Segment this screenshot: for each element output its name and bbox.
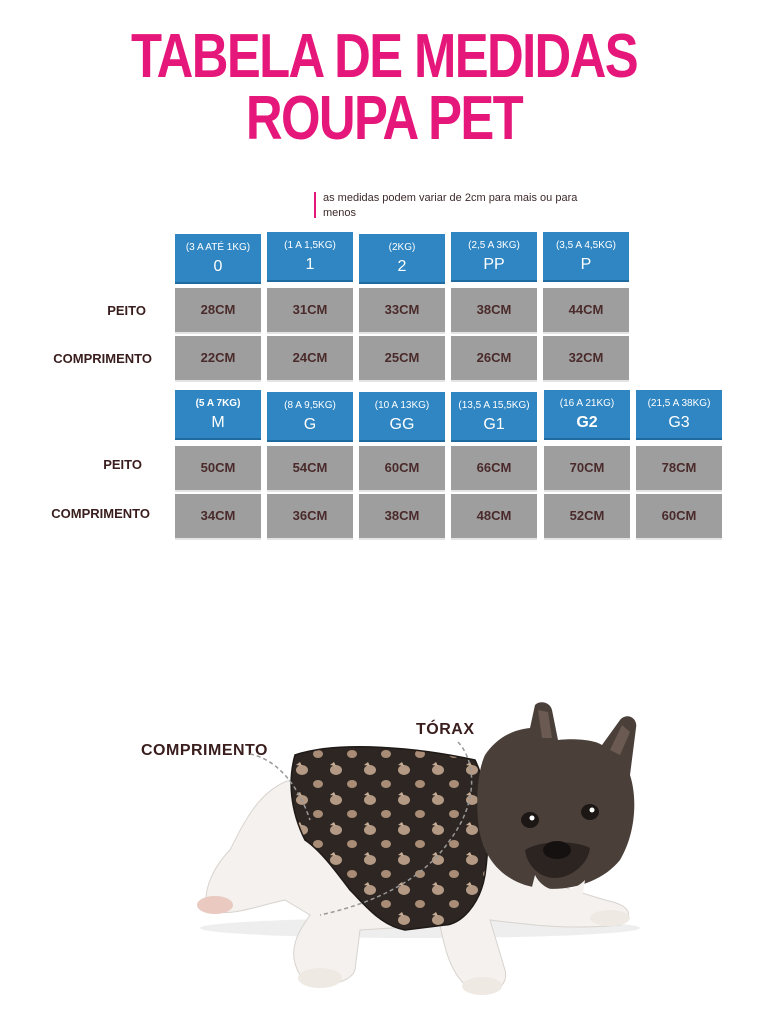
size-code: G2: [576, 414, 598, 431]
length-value: 34CM: [175, 494, 261, 540]
length-value: 48CM: [451, 494, 537, 540]
size-header-g2: [544, 390, 630, 440]
chest-value: 50CM: [175, 446, 261, 492]
chest-value: 70CM: [544, 446, 630, 492]
length-value: 60CM: [636, 494, 722, 540]
chest-value: 54CM: [267, 446, 353, 492]
size-header-2: [359, 234, 445, 284]
size-code: 1: [305, 256, 315, 273]
length-value: 24CM: [267, 336, 353, 382]
size-code: PP: [483, 256, 505, 273]
chest-value: 44CM: [543, 288, 629, 334]
size-range: (2KG): [388, 242, 416, 253]
size-code: G3: [668, 414, 690, 431]
size-range: (1 A 1,5KG): [284, 240, 336, 251]
size-header-m: [175, 390, 261, 440]
length-value: 22CM: [175, 336, 261, 382]
page-title: TABELA DE MEDIDAS: [131, 22, 637, 91]
size-code: 0: [213, 258, 223, 275]
measurement-note: as medidas podem variar de 2cm para mais ou para menos: [323, 192, 578, 219]
page-subtitle: ROUPA PET: [245, 84, 523, 153]
size-header-1: [267, 232, 353, 282]
length-value: 32CM: [543, 336, 629, 382]
chest-value: 33CM: [359, 288, 445, 334]
size-header-gg: [359, 392, 445, 442]
chest-value: 31CM: [267, 288, 353, 334]
length-value: 26CM: [451, 336, 537, 382]
size-code: M: [211, 414, 225, 431]
length-value: 38CM: [359, 494, 445, 540]
size-range: (8 A 9,5KG): [284, 400, 336, 411]
chest-value: 66CM: [451, 446, 537, 492]
length-value: 52CM: [544, 494, 630, 540]
size-code: P: [580, 256, 592, 273]
note-divider: [314, 192, 316, 218]
chest-value: 38CM: [451, 288, 537, 334]
size-range: (13,5 A 15,5KG): [458, 400, 530, 411]
length-value: 36CM: [267, 494, 353, 540]
size-header-g1: [451, 392, 537, 442]
size-range: (5 A 7KG): [195, 398, 241, 409]
size-code: G1: [483, 416, 505, 433]
size-code: G: [303, 416, 317, 433]
size-range: (3,5 A 4,5KG): [555, 240, 617, 251]
row-label-length: COMPRIMENTO: [53, 351, 152, 366]
chest-value: 78CM: [636, 446, 722, 492]
chest-value: 28CM: [175, 288, 261, 334]
row-label-chest: PEITO: [103, 457, 142, 472]
size-header-4: [543, 232, 629, 282]
illustration-length-label: COMPRIMENTO: [141, 742, 268, 759]
size-range: (3 A ATÉ 1KG): [185, 242, 251, 253]
row-label-length: COMPRIMENTO: [51, 506, 150, 521]
length-value: 25CM: [359, 336, 445, 382]
chest-value: 60CM: [359, 446, 445, 492]
dog-in-vest-illustration: [190, 700, 640, 1000]
size-code: 2: [397, 258, 407, 275]
row-label-chest: PEITO: [107, 303, 146, 318]
size-header-0: [175, 234, 261, 284]
size-range: (2,5 A 3KG): [468, 240, 520, 251]
size-header-3: [451, 232, 537, 282]
size-range: (21,5 A 38KG): [647, 398, 711, 409]
size-range: (10 A 13KG): [374, 400, 430, 411]
size-range: (16 A 21KG): [559, 398, 615, 409]
size-header-g3: [636, 390, 722, 440]
size-code: GG: [389, 416, 415, 433]
size-header-g: [267, 392, 353, 442]
illustration-chest-label: TÓRAX: [416, 721, 475, 738]
